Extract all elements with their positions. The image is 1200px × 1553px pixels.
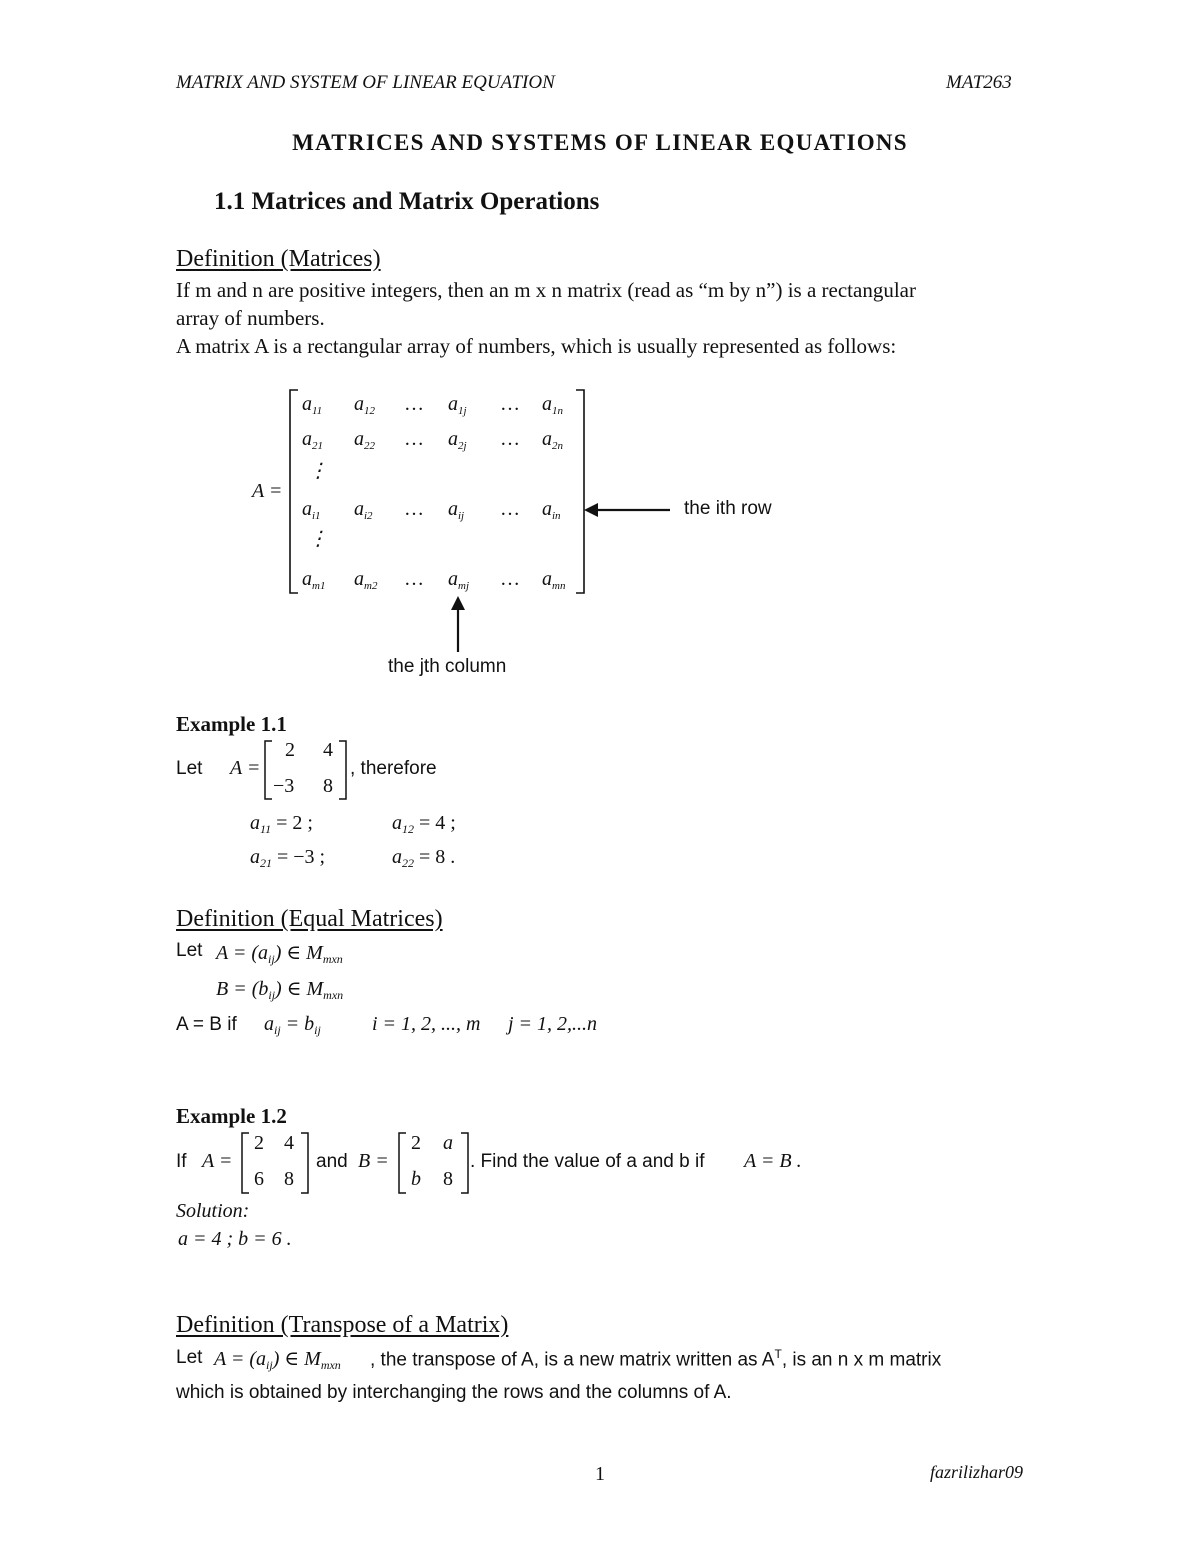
vertical-dots-2: ⋮ xyxy=(308,528,328,550)
column-arrow-head xyxy=(451,596,465,610)
ith-row-label: the ith row xyxy=(684,498,772,519)
matrix-entry-r2-c1: $a_{21}$ xyxy=(302,428,323,452)
section-heading: 1.1 Matrices and Matrix Operations xyxy=(214,188,600,215)
definition-transpose-heading: Definition (Transpose of a Matrix) xyxy=(176,1312,509,1338)
transpose-let: Let xyxy=(176,1347,203,1368)
solution-label: Solution: xyxy=(176,1200,250,1222)
matrix-entry-r4-c1: $a_{m1}$ xyxy=(302,568,326,592)
ex12-a12: 4 xyxy=(284,1132,294,1154)
entry-a11: $a_{11} = 2$ ; xyxy=(250,812,313,836)
matrix-entry-r3-c6: $a_{in}$ xyxy=(542,498,561,522)
example-1-1-let: Let xyxy=(176,758,203,779)
example-1-2-lhs-b: B = xyxy=(358,1150,389,1172)
example-1-1-lhs: A = xyxy=(230,757,261,779)
ex11-m11: 2 xyxy=(285,739,295,761)
definition-matrices-line1: If m and n are positive integers, then an m x n matrix (read as “m by n”) is a rectangular xyxy=(176,278,916,302)
matrix-entry-r3-c4: $a_{ij}$ xyxy=(448,498,465,522)
equal-condition: $a_{ij} = b_{ij}$ xyxy=(264,1013,321,1037)
general-matrix-lhs: A = xyxy=(252,480,283,502)
running-header-left: MATRIX AND SYSTEM OF LINEAR EQUATION xyxy=(176,72,555,93)
matrix-entry-r1-c6: $a_{1n}$ xyxy=(542,393,563,417)
author-footer: fazrilizhar09 xyxy=(930,1462,1024,1482)
matrix-entry-r1-c3: … xyxy=(404,393,424,415)
definition-matrices-line2: array of numbers. xyxy=(176,306,325,330)
definition-matrices-line3: A matrix A is a rectangular array of numbers, which is usually represented as follows: xyxy=(176,334,897,358)
matrix-entry-r2-c4: $a_{2j}$ xyxy=(448,428,467,452)
vertical-dots-1: ⋮ xyxy=(308,460,328,482)
running-header-right: MAT263 xyxy=(946,72,1012,93)
example-1-2-lhs-a: A = xyxy=(202,1150,233,1172)
example-1-2-if: If xyxy=(176,1151,187,1172)
ex12-b21: b xyxy=(411,1168,421,1190)
matrix-entry-r3-c2: $a_{i2}$ xyxy=(354,498,373,522)
matrix-entry-r3-c1: $a_{i1}$ xyxy=(302,498,321,522)
matrix-entry-r4-c4: $a_{mj}$ xyxy=(448,568,469,592)
document-title: MATRICES AND SYSTEMS OF LINEAR EQUATIONS xyxy=(292,130,908,155)
matrix-entry-r3-c3: … xyxy=(404,498,424,520)
equal-line-b: $B = (b_{ij})$ ∈ $M_{mxn}$ xyxy=(216,978,344,1002)
matrix-entry-r4-c5: … xyxy=(500,568,520,590)
matrix-entry-r1-c5: … xyxy=(500,393,520,415)
matrix-entry-r4-c6: $a_{mn}$ xyxy=(542,568,566,592)
example-1-2-question: . Find the value of a and b if xyxy=(470,1151,705,1172)
matrix-entry-r2-c3: … xyxy=(404,428,424,450)
jth-column-label: the jth column xyxy=(388,656,507,677)
definition-equal-heading: Definition (Equal Matrices) xyxy=(176,906,443,932)
matrix-entry-r1-c4: $a_{1j}$ xyxy=(448,393,467,417)
ex11-m12: 4 xyxy=(323,739,333,761)
index-range-j: j = 1, 2,...n xyxy=(508,1013,598,1035)
entry-a12: $a_{12} = 4$ ; xyxy=(392,812,456,836)
row-arrow-head xyxy=(584,503,598,517)
matrix-entry-r3-c5: … xyxy=(500,498,520,520)
equal-condition-prefix: A = B if xyxy=(176,1014,237,1035)
solution-answer: a = 4 ; b = 6 . xyxy=(178,1228,292,1250)
index-range-i: i = 1, 2, ..., m xyxy=(372,1013,481,1035)
equal-let: Let xyxy=(176,940,203,961)
ex12-b11: 2 xyxy=(411,1132,421,1154)
transpose-text-line1: , the transpose of A, is a new matrix written as $A^T$, is an n x m matrix xyxy=(370,1347,942,1371)
ex12-a22: 8 xyxy=(284,1168,294,1190)
matrix-entry-r1-c1: $a_{11}$ xyxy=(302,393,323,417)
definition-matrices-heading: Definition (Matrices) xyxy=(176,246,381,272)
entry-a21: $a_{21} = -3$ ; xyxy=(250,846,326,870)
right-bracket xyxy=(576,390,584,593)
ex12-a11: 2 xyxy=(254,1132,264,1154)
matrix-entry-r2-c6: $a_{2n}$ xyxy=(542,428,563,452)
matrix-entry-r4-c3: … xyxy=(404,568,424,590)
ex12-b12: a xyxy=(443,1132,453,1154)
ex11-m22: 8 xyxy=(323,775,333,797)
transpose-expr: $A = (a_{ij})$ ∈ $M_{mxn}$ xyxy=(214,1348,341,1372)
transpose-text-line2: which is obtained by interchanging the rows and the columns of A. xyxy=(176,1382,732,1403)
entry-a22: $a_{22} = 8$ . xyxy=(392,846,456,870)
ex12-b22: 8 xyxy=(443,1168,453,1190)
example-1-2-and: and xyxy=(316,1151,348,1172)
example-1-1-heading: Example 1.1 xyxy=(176,712,287,736)
matrix-entry-r4-c2: $a_{m2}$ xyxy=(354,568,378,592)
example-1-1-therefore: , therefore xyxy=(350,758,437,779)
ex11-m21: −3 xyxy=(273,775,295,797)
example-1-2-heading: Example 1.2 xyxy=(176,1104,287,1128)
equal-line-a: $A = (a_{ij})$ ∈ $M_{mxn}$ xyxy=(216,942,343,966)
matrix-entry-r2-c2: $a_{22}$ xyxy=(354,428,375,452)
matrix-entry-r2-c5: … xyxy=(500,428,520,450)
example-1-2-condition: A = B . xyxy=(744,1150,802,1172)
matrix-entry-r1-c2: $a_{12}$ xyxy=(354,393,375,417)
ex12-a21: 6 xyxy=(254,1168,264,1190)
page-number: 1 xyxy=(595,1463,605,1485)
left-bracket xyxy=(290,390,298,593)
